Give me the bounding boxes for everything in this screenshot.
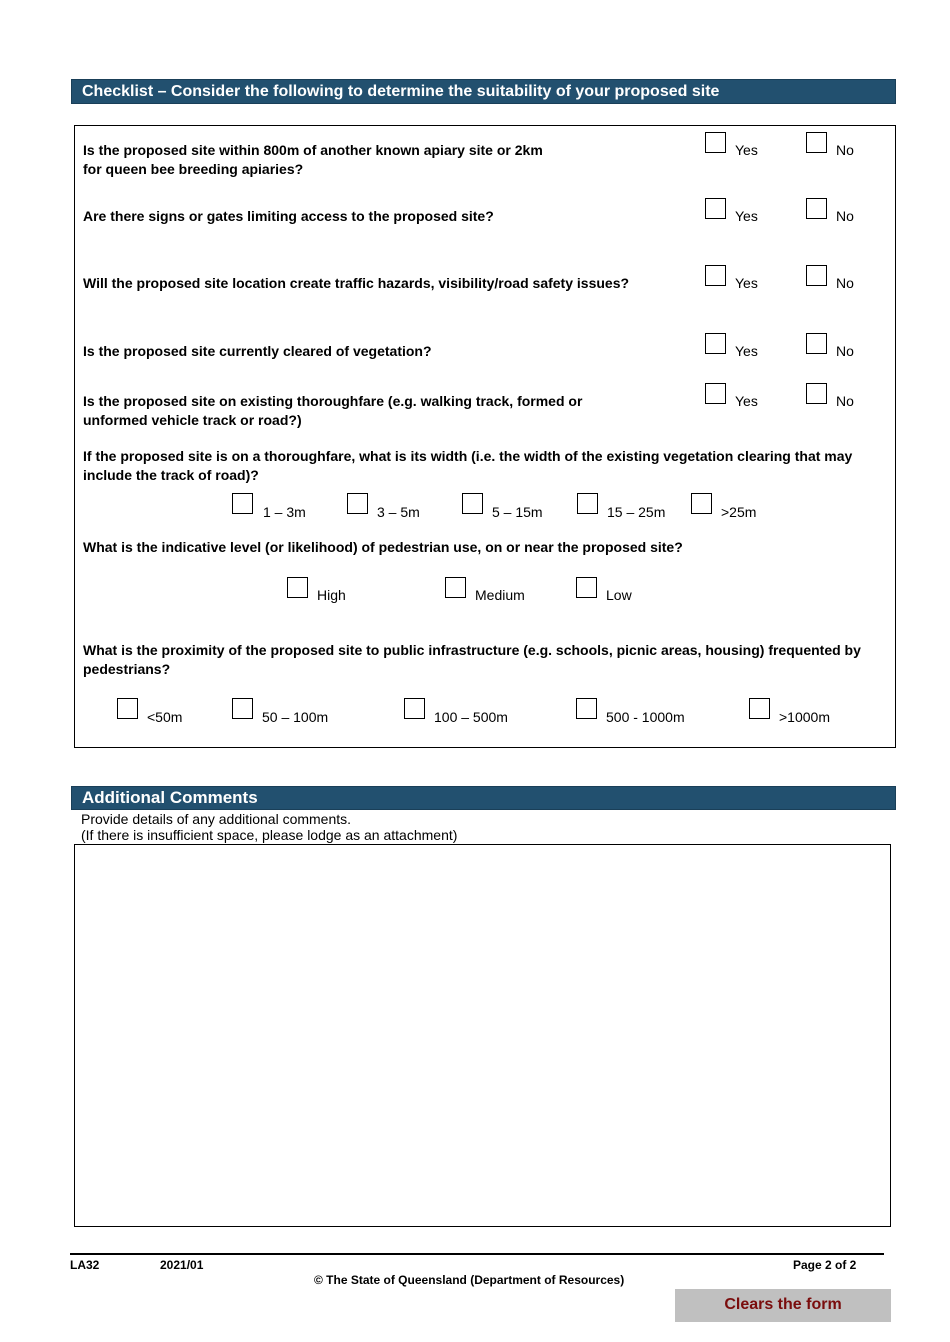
q1-no-checkbox[interactable] bbox=[806, 132, 827, 153]
pedestrian-high-checkbox[interactable] bbox=[287, 577, 308, 598]
question-text-line: Is the proposed site within 800m of another known apiary site or 2km bbox=[83, 142, 543, 158]
width-15-25m-checkbox[interactable] bbox=[577, 493, 598, 514]
comments-instruction-line: (If there is insufficient space, please lodge as an attachment) bbox=[81, 827, 458, 843]
width-5-15m-checkbox[interactable] bbox=[462, 493, 483, 514]
q4-yes-label: Yes bbox=[735, 343, 758, 359]
width-3-5m-checkbox[interactable] bbox=[347, 493, 368, 514]
clear-form-button[interactable]: Clears the form bbox=[675, 1289, 891, 1322]
proximity-option-label: >1000m bbox=[779, 709, 830, 725]
pedestrian-option-label: Medium bbox=[475, 587, 525, 603]
q1-no-label: No bbox=[836, 142, 854, 158]
question-nearby-apiary bbox=[83, 141, 543, 179]
q5-yes-checkbox[interactable] bbox=[705, 383, 726, 404]
pedestrian-low-checkbox[interactable] bbox=[576, 577, 597, 598]
width-option-label: 1 – 3m bbox=[263, 504, 306, 520]
q4-no-checkbox[interactable] bbox=[806, 333, 827, 354]
proximity-option-label: 500 - 1000m bbox=[606, 709, 685, 725]
checklist-header: Checklist – Consider the following to determine the suitability of your proposed site bbox=[71, 79, 896, 104]
q4-yes-checkbox[interactable] bbox=[705, 333, 726, 354]
q2-yes-checkbox[interactable] bbox=[705, 198, 726, 219]
form-version: 2021/01 bbox=[160, 1258, 204, 1272]
proximity-option-label: 50 – 100m bbox=[262, 709, 329, 725]
page-number: Page 2 of 2 bbox=[793, 1258, 857, 1272]
q2-no-checkbox[interactable] bbox=[806, 198, 827, 219]
width-over-25m-checkbox[interactable] bbox=[691, 493, 712, 514]
q5-no-label: No bbox=[836, 393, 854, 409]
q2-no-label: No bbox=[836, 208, 854, 224]
width-1-3m-checkbox[interactable] bbox=[232, 493, 253, 514]
question-cleared-vegetation: Is the proposed site currently cleared of vegetation? bbox=[83, 343, 432, 359]
comments-instruction-line: Provide details of any additional comments. bbox=[81, 811, 352, 827]
question-text-line: pedestrians? bbox=[83, 661, 171, 677]
q1-yes-label: Yes bbox=[735, 142, 758, 158]
proximity-over-1000m-checkbox[interactable] bbox=[749, 698, 770, 719]
width-option-label: 3 – 5m bbox=[377, 504, 420, 520]
q2-yes-label: Yes bbox=[735, 208, 758, 224]
question-text-line: include the track of road)? bbox=[83, 467, 259, 483]
form-code: LA32 bbox=[70, 1258, 100, 1272]
q5-yes-label: Yes bbox=[735, 393, 758, 409]
width-option-label: 5 – 15m bbox=[492, 504, 543, 520]
width-option-label: >25m bbox=[721, 504, 757, 520]
question-pedestrian-use: What is the indicative level (or likelihood) of pedestrian use, on or near the proposed site? bbox=[83, 539, 683, 555]
q5-no-checkbox[interactable] bbox=[806, 383, 827, 404]
proximity-option-label: 100 – 500m bbox=[434, 709, 508, 725]
question-traffic-hazards: Will the proposed site location create traffic hazards, visibility/road safety issues? bbox=[83, 275, 630, 291]
pedestrian-option-label: Low bbox=[606, 587, 632, 603]
comments-instruction bbox=[81, 811, 457, 843]
q4-no-label: No bbox=[836, 343, 854, 359]
proximity-500-1000m-checkbox[interactable] bbox=[576, 698, 597, 719]
question-text-line: What is the proximity of the proposed site to public infrastructure (e.g. schools, picnic areas, housing) frequented by bbox=[83, 642, 861, 658]
pedestrian-medium-checkbox[interactable] bbox=[445, 577, 466, 598]
q3-no-checkbox[interactable] bbox=[806, 265, 827, 286]
pedestrian-option-label: High bbox=[317, 587, 346, 603]
q3-no-label: No bbox=[836, 275, 854, 291]
question-text-line: unformed vehicle track or road?) bbox=[83, 412, 302, 428]
width-option-label: 15 – 25m bbox=[607, 504, 666, 520]
proximity-50-100m-checkbox[interactable] bbox=[232, 698, 253, 719]
comments-header: Additional Comments bbox=[71, 786, 896, 810]
copyright-notice: © The State of Queensland (Department of Resources) bbox=[314, 1273, 625, 1287]
proximity-under-50m-checkbox[interactable] bbox=[117, 698, 138, 719]
q3-yes-label: Yes bbox=[735, 275, 758, 291]
additional-comments-textarea[interactable] bbox=[74, 844, 891, 1227]
q3-yes-checkbox[interactable] bbox=[705, 265, 726, 286]
proximity-option-label: <50m bbox=[147, 709, 183, 725]
question-thoroughfare-width bbox=[83, 447, 852, 485]
question-access-signs: Are there signs or gates limiting access to the proposed site? bbox=[83, 208, 494, 224]
q1-yes-checkbox[interactable] bbox=[705, 132, 726, 153]
question-thoroughfare bbox=[83, 392, 582, 430]
question-text-line: If the proposed site is on a thoroughfare, what is its width (i.e. the width of the existing vegetation clearing that may bbox=[83, 448, 853, 464]
question-text-line: Is the proposed site on existing thoroughfare (e.g. walking track, formed or bbox=[83, 393, 583, 409]
question-text-line: for queen bee breeding apiaries? bbox=[83, 161, 304, 177]
footer-rule bbox=[70, 1253, 884, 1255]
proximity-100-500m-checkbox[interactable] bbox=[404, 698, 425, 719]
question-infrastructure-proximity bbox=[83, 641, 861, 679]
